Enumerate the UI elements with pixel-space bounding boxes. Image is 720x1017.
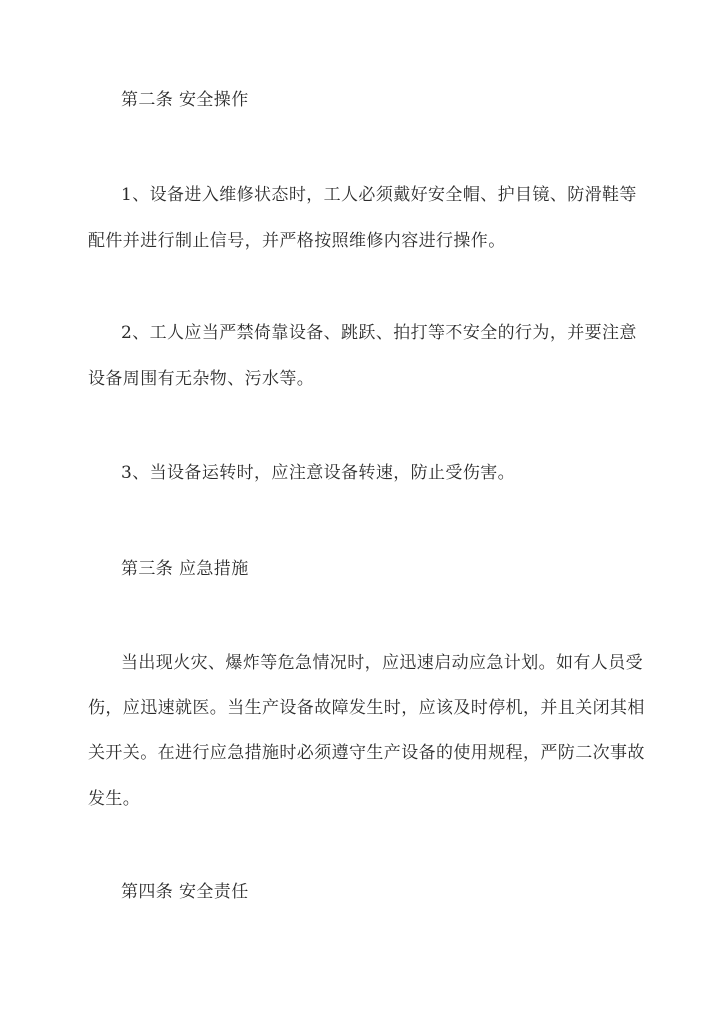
item-2-line-2: 设备周围有无杂物、污水等。 (88, 369, 315, 389)
item-3-line-1: 3、当设备运转时，应注意设备转速，防止受伤害。 (121, 463, 516, 483)
item-2-line-1: 2、工人应当严禁倚靠设备、跳跃、拍打等不安全的行为，并要注意 (121, 323, 637, 343)
section-heading-2: 第二条 安全操作 (121, 90, 249, 110)
emergency-paragraph-line-2: 伤，应迅速就医。当生产设备故障发生时，应该及时停机，并且关闭其相 (88, 698, 645, 718)
emergency-paragraph-line-1: 当出现火灾、爆炸等危急情况时，应迅速启动应急计划。如有人员受 (121, 653, 643, 673)
item-1-line-1: 1、设备进入维修状态时，工人必须戴好安全帽、护目镜、防滑鞋等 (121, 185, 637, 205)
emergency-paragraph-line-4: 发生。 (88, 789, 141, 809)
item-1-line-2: 配件并进行制止信号，并严格按照维修内容进行操作。 (88, 231, 506, 251)
section-heading-4: 第四条 安全责任 (121, 882, 249, 902)
emergency-paragraph-line-3: 关开关。在进行应急措施时必须遵守生产设备的使用规程，严防二次事故 (88, 743, 645, 763)
section-heading-3: 第三条 应急措施 (121, 559, 249, 579)
